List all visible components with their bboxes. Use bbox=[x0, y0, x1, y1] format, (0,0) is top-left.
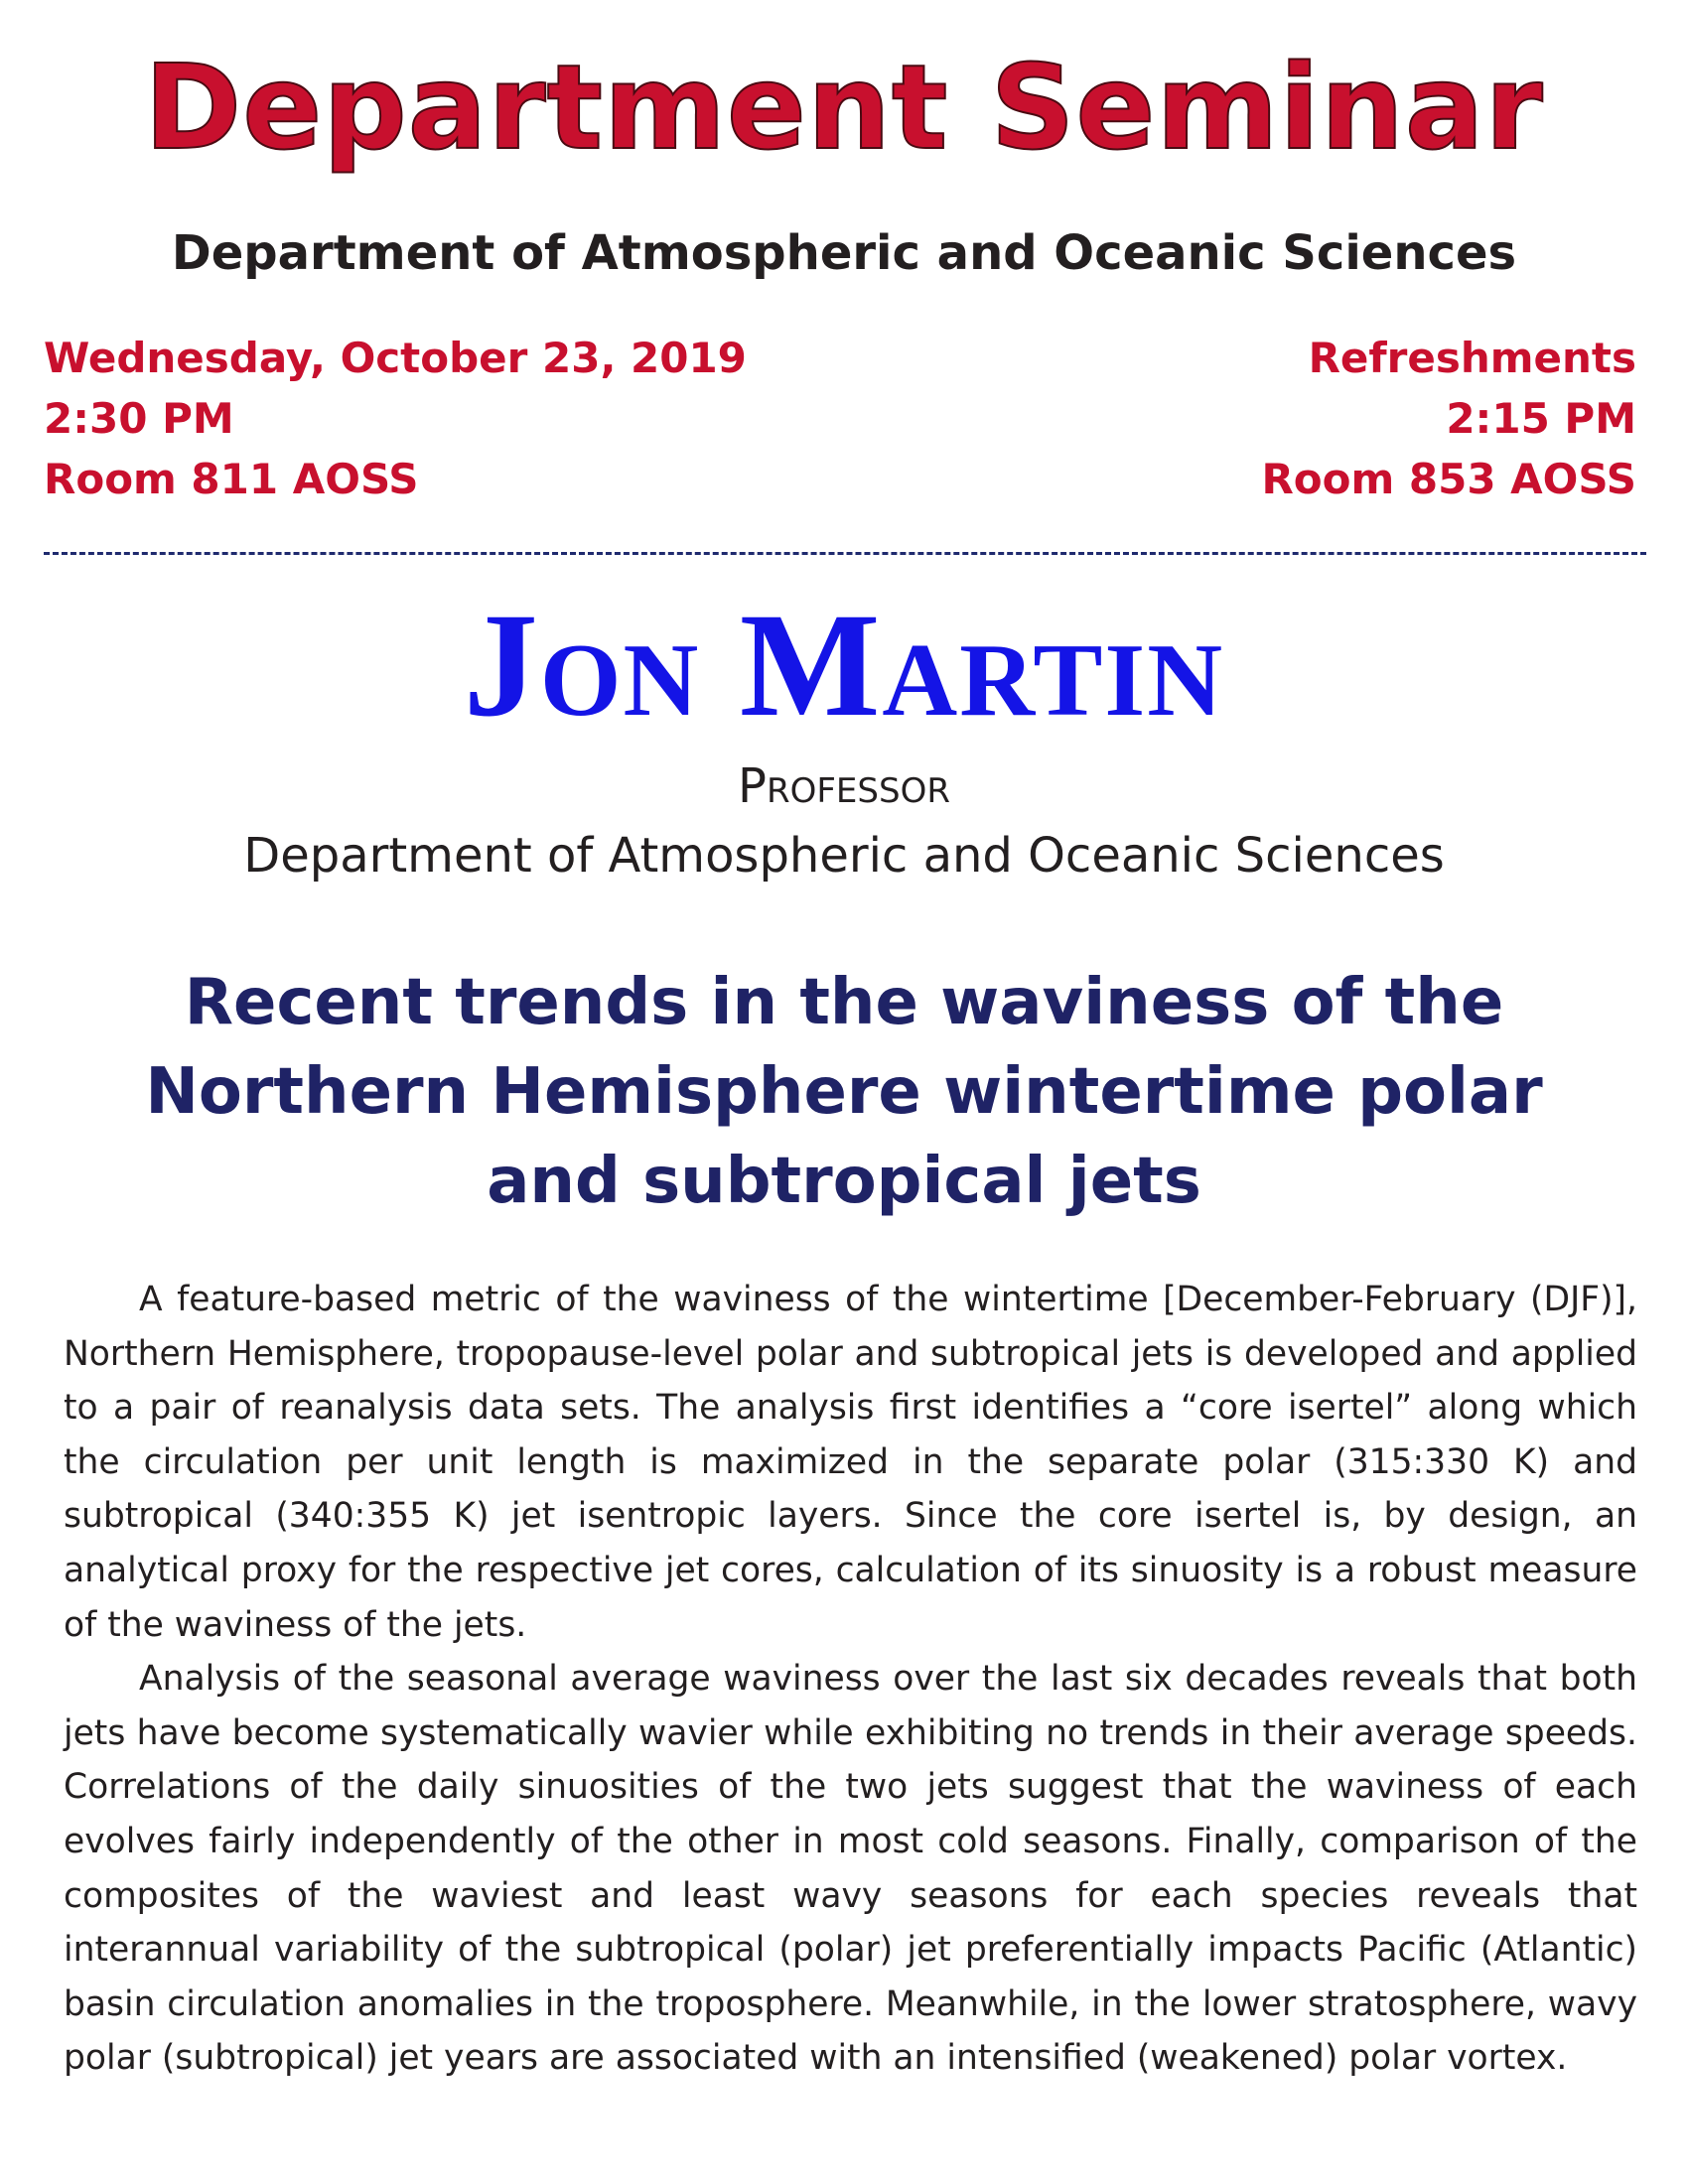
seminar-details bbox=[44, 328, 747, 509]
seminar-banner-title: Department Seminar bbox=[144, 39, 1544, 176]
dashed-divider bbox=[44, 552, 1646, 555]
talk-title: Recent trends in the waviness of the Northern Hemisphere wintertime polar and subtropical jets bbox=[145, 966, 1543, 1218]
abstract-paragraph: A feature-based metric of the waviness of the wintertime [December-February (DJF)], Northern Hemisphere, tropopause-level polar and subtropical jets is developed and applied to a pair of reanalysis data sets. The analysis first identifies a “core isertel” along which the circulation per unit length is maximized in the separate polar (315:330 K) and subtropical (340:355 K) jet isentropic layers. Since the core isertel is, by design, an analytical proxy for the respective jet cores, calculation of its sinuosity is a robust measure of the waviness of the jets. bbox=[64, 1280, 1637, 1645]
speaker-department: Department of Atmospheric and Oceanic Sciences bbox=[243, 828, 1445, 884]
abstract-paragraph: Analysis of the seasonal average waviness over the last six decades reveals that both jets have become systematically wavier while exhibiting no trends in their average speeds. Correlations of the daily sinuosities of the two jets suggest that the waviness of each evolves fairly independently of the other in most cold seasons. Finally, comparison of the composites of the waviest and least wavy seasons for each species reveals that interannual variability of the subtropical (polar) jet preferentially impacts Pacific (Atlantic) basin circulation anomalies in the troposphere. Meanwhile, in the lower stratosphere, wavy polar (subtropical) jet years are associated with an intensified (weakened) polar vortex. bbox=[64, 1659, 1637, 2079]
refreshments-label: Refreshments bbox=[1308, 334, 1636, 382]
speaker-title: Professor bbox=[738, 758, 950, 814]
host-department: Department of Atmospheric and Oceanic Sciences bbox=[171, 225, 1517, 281]
speaker-name: Jon Martin bbox=[463, 583, 1225, 748]
seminar-room: Room 811 AOSS bbox=[44, 455, 419, 503]
refreshments-room: Room 853 AOSS bbox=[1261, 455, 1636, 503]
seminar-time: 2:30 PM bbox=[44, 394, 234, 443]
refreshments-time: 2:15 PM bbox=[1446, 394, 1636, 443]
refreshments-details bbox=[1261, 328, 1636, 509]
seminar-date: Wednesday, October 23, 2019 bbox=[44, 334, 747, 382]
abstract bbox=[64, 1273, 1637, 2086]
